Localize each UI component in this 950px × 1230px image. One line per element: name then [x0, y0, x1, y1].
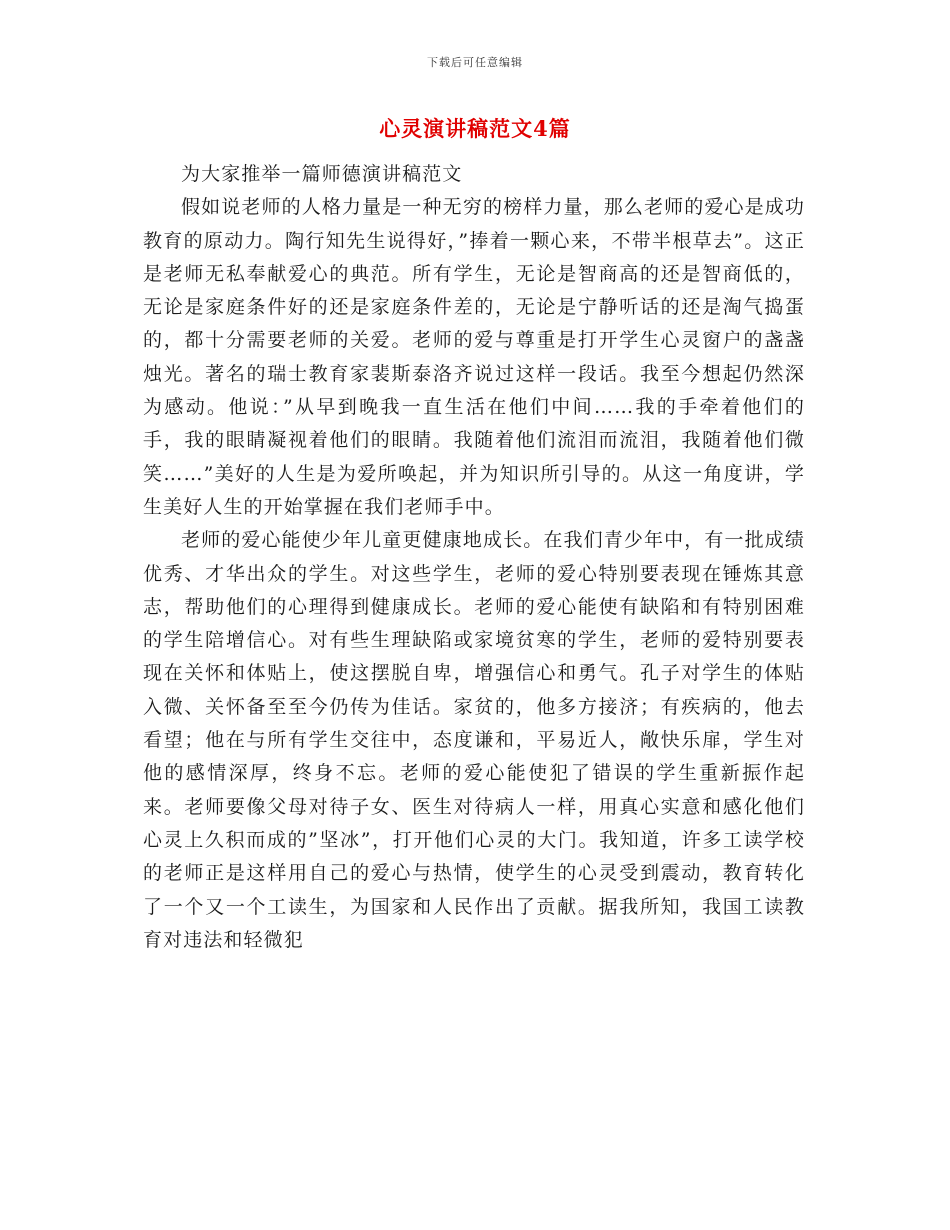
paragraph-1: 假如说老师的人格力量是一种无穷的榜样力量，那么老师的爱心是成功教育的原动力。陶行知先生说得好，”捧着一颗心来，不带半根草去”。这正是老师无私奉献爱心的典范。所有学生，无论是智商高的还是智商低的，无论是家庭条件好的还是家庭条件差的，无论是宁静听话的还是淘气捣蛋的，都十分需要老师的关爱。老师的爱与尊重是打开学生心灵窗户的盏盏烛光。著名的瑞士教育家裴斯泰洛齐说过这样一段话。我至今想起仍然深为感动。他说：”从早到晚我一直生活在他们中间……我的手牵着他们的手，我的眼睛凝视着他们的眼睛。我随着他们流泪而流泪，我随着他们微笑……”美好的人生是为爱所唤起，并为知识所引导的。从这一角度讲，学生美好人生的开始掌握在我们老师手中。 [143, 196, 805, 518]
document-body [143, 158, 805, 957]
page-header-note: 下载后可任意编辑 [427, 56, 523, 69]
document-title: 心灵演讲稿范文4篇 [379, 116, 571, 141]
paragraph-intro: 为大家推举一篇师德演讲稿范文 [181, 163, 463, 185]
paragraph-2: 老师的爱心能使少年儿童更健康地成长。在我们青少年中，有一批成绩优秀、才华出众的学生。对这些学生，老师的爱心特别要表现在锤炼其意志，帮助他们的心理得到健康成长。老师的爱心能使有缺陷和有特别困难的学生陪增信心。对有些生理缺陷或家境贫寒的学生，老师的爱特别要表现在关怀和体贴上，使这摆脱自卑，增强信心和勇气。孔子对学生的体贴入微、关怀备至至今仍传为佳话。家贫的，他多方接济；有疾病的，他去看望；他在与所有学生交往中，态度谦和，平易近人，敞快乐扉，学生对他的感情深厚，终身不忘。老师的爱心能使犯了错误的学生重新振作起来。老师要像父母对待子女、医生对待病人一样，用真心实意和感化他们心灵上久积而成的”坚冰”，打开他们心灵的大门。我知道，许多工读学校的老师正是这样用自己的爱心与热情，使学生的心灵受到震动，教育转化了一个又一个工读生，为国家和人民作出了贡献。据我所知，我国工读教育对违法和轻微犯 [143, 529, 805, 951]
